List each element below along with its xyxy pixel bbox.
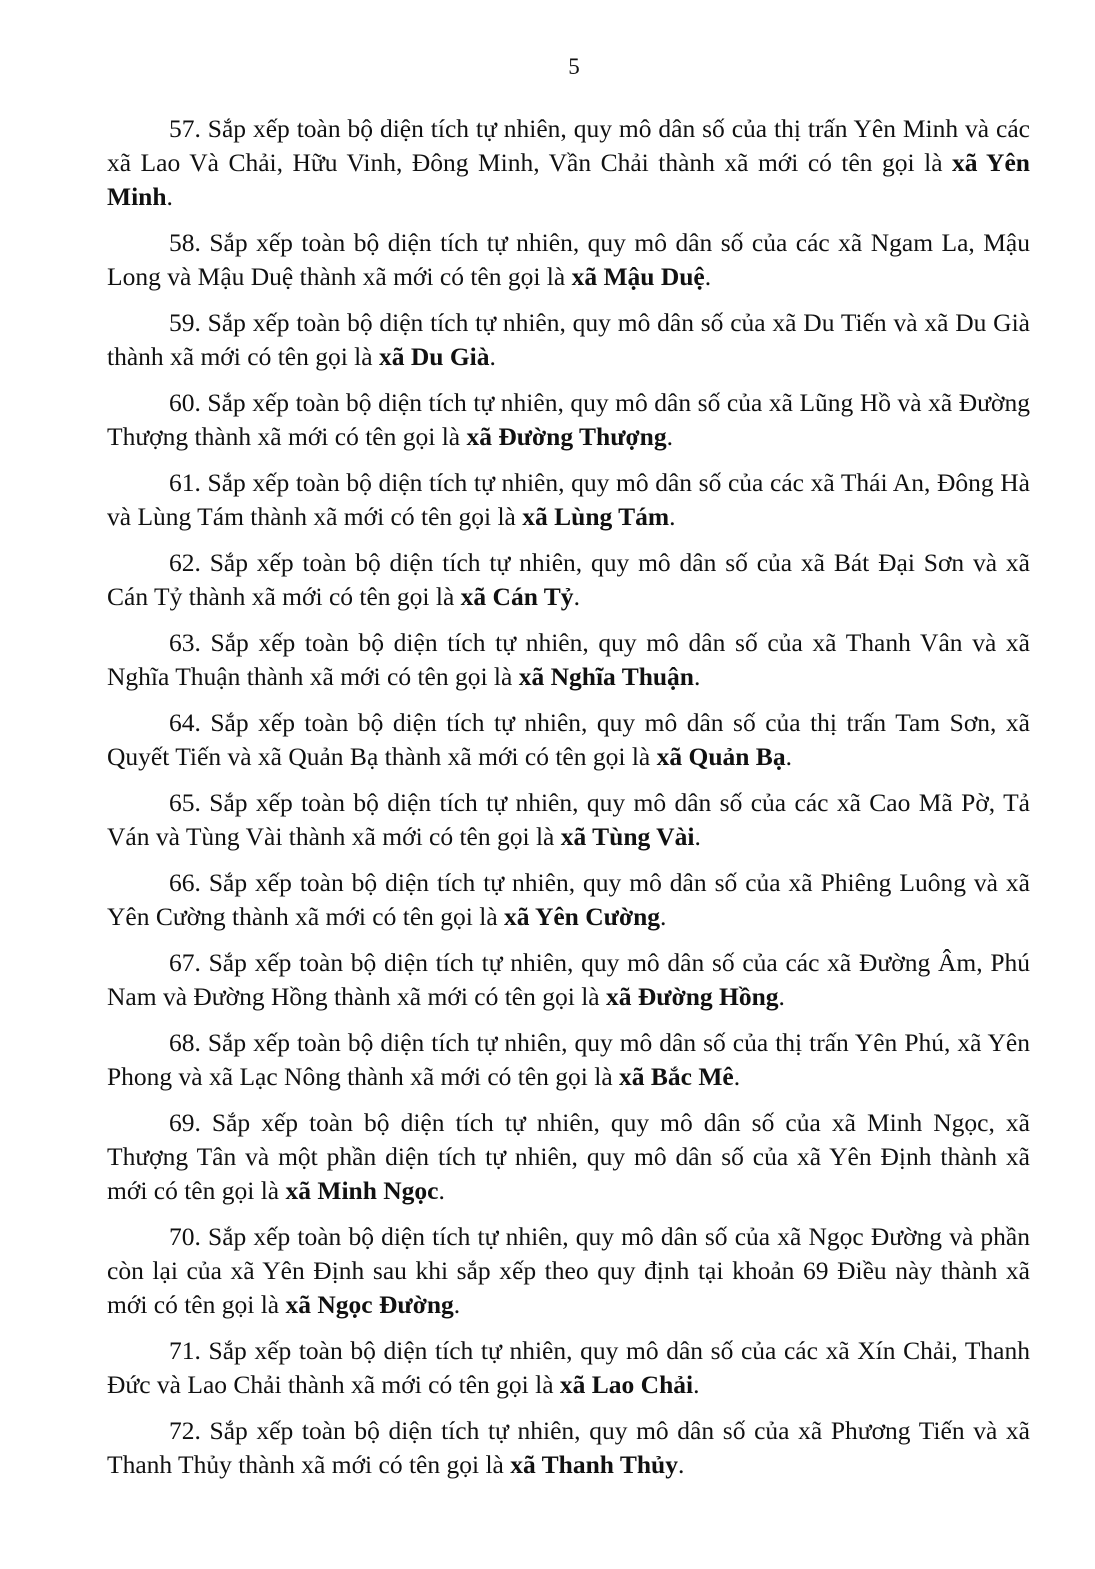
new-commune-name: xã Du Già <box>378 342 490 371</box>
page-number: 5 <box>568 54 580 79</box>
new-commune-name: xã Tùng Vài <box>560 822 695 851</box>
clause-text: 60. Sắp xếp toàn bộ diện tích tự nhiên, quy mô dân số của xã Lũng Hồ và xã Đường Thượng thành xã mới có tên gọi là <box>107 388 1030 451</box>
clause-end: . <box>733 1062 741 1091</box>
clause-58 <box>107 226 1030 294</box>
clause-57 <box>107 112 1030 214</box>
clause-end: . <box>704 262 712 291</box>
clause-end: . <box>453 1290 461 1319</box>
new-commune-name: xã Minh Ngọc <box>285 1176 439 1205</box>
new-commune-name: xã Lùng Tám <box>522 502 670 531</box>
new-commune-name: xã Mậu Duệ <box>571 262 705 291</box>
clause-text: 62. Sắp xếp toàn bộ diện tích tự nhiên, quy mô dân số của xã Bát Đại Sơn và xã Cán Tỷ thành xã mới có tên gọi là <box>107 548 1030 611</box>
clause-71 <box>107 1334 1030 1402</box>
clause-end: . <box>489 342 496 371</box>
clause-end: . <box>660 902 667 931</box>
clause-59 <box>107 306 1030 374</box>
clause-text: 70. Sắp xếp toàn bộ diện tích tự nhiên, quy mô dân số của xã Ngọc Đường và phần còn lại của xã Yên Định sau khi sắp xếp theo quy định tại khoản 69 Điều này thành xã mới có tên gọi là <box>107 1222 1030 1319</box>
clause-end: . <box>694 662 701 691</box>
new-commune-name: xã Quản Bạ <box>656 742 786 771</box>
clause-60 <box>107 386 1030 454</box>
clause-61 <box>107 466 1030 534</box>
clause-70 <box>107 1220 1030 1322</box>
new-commune-name: xã Lao Chải <box>559 1370 694 1399</box>
clause-end: . <box>785 742 792 771</box>
clause-text: 59. Sắp xếp toàn bộ diện tích tự nhiên, quy mô dân số của xã Du Tiến và xã Du Già thành xã mới có tên gọi là <box>107 308 1030 371</box>
new-commune-name: xã Yên Minh <box>107 148 1030 211</box>
clause-66 <box>107 866 1030 934</box>
clause-text: 67. Sắp xếp toàn bộ diện tích tự nhiên, quy mô dân số của các xã Đường Âm, Phú Nam và Đường Hồng thành xã mới có tên gọi là <box>107 948 1030 1011</box>
clause-72 <box>107 1414 1030 1482</box>
new-commune-name: xã Đường Hồng <box>605 982 779 1011</box>
clause-end: . <box>677 1450 685 1479</box>
document-body <box>107 112 1030 1494</box>
clause-62 <box>107 546 1030 614</box>
clause-end: . <box>694 822 701 851</box>
clause-text: 66. Sắp xếp toàn bộ diện tích tự nhiên, quy mô dân số của xã Phiêng Luông và xã Yên Cường thành xã mới có tên gọi là <box>107 868 1030 931</box>
clause-68 <box>107 1026 1030 1094</box>
clause-text: 69. Sắp xếp toàn bộ diện tích tự nhiên, quy mô dân số của xã Minh Ngọc, xã Thượng Tân và một phần diện tích tự nhiên, quy mô dân số của xã Yên Định thành xã mới có tên gọi là <box>107 1108 1030 1205</box>
clause-end: . <box>573 582 580 611</box>
clause-67 <box>107 946 1030 1014</box>
clause-text: 57. Sắp xếp toàn bộ diện tích tự nhiên, quy mô dân số của thị trấn Yên Minh và các xã Lao Và Chải, Hữu Vinh, Đông Minh, Vần Chải thành xã mới có tên gọi là <box>107 114 1030 177</box>
clause-text: 65. Sắp xếp toàn bộ diện tích tự nhiên, quy mô dân số của các xã Cao Mã Pờ, Tả Ván và Tùng Vài thành xã mới có tên gọi là <box>107 788 1030 851</box>
clause-text: 63. Sắp xếp toàn bộ diện tích tự nhiên, quy mô dân số của xã Thanh Vân và xã Nghĩa Thuận thành xã mới có tên gọi là <box>107 628 1030 691</box>
new-commune-name: xã Yên Cường <box>504 902 661 931</box>
new-commune-name: xã Thanh Thủy <box>510 1450 678 1479</box>
clause-63 <box>107 626 1030 694</box>
new-commune-name: xã Cán Tỷ <box>460 582 574 611</box>
new-commune-name: xã Bắc Mê <box>619 1062 734 1091</box>
clause-end: . <box>693 1370 700 1399</box>
clause-end: . <box>669 502 676 531</box>
new-commune-name: xã Nghĩa Thuận <box>518 662 694 691</box>
clause-text: 68. Sắp xếp toàn bộ diện tích tự nhiên, quy mô dân số của thị trấn Yên Phú, xã Yên Phong và xã Lạc Nông thành xã mới có tên gọi là <box>107 1028 1030 1091</box>
clause-64 <box>107 706 1030 774</box>
clause-text: 64. Sắp xếp toàn bộ diện tích tự nhiên, quy mô dân số của thị trấn Tam Sơn, xã Quyết Tiến và xã Quản Bạ thành xã mới có tên gọi là <box>107 708 1030 771</box>
clause-69 <box>107 1106 1030 1208</box>
clause-text: 71. Sắp xếp toàn bộ diện tích tự nhiên, quy mô dân số của các xã Xín Chải, Thanh Đức và Lao Chải thành xã mới có tên gọi là <box>107 1336 1030 1399</box>
clause-end: . <box>166 182 173 211</box>
clause-65 <box>107 786 1030 854</box>
clause-end: . <box>666 422 673 451</box>
clause-text: 72. Sắp xếp toàn bộ diện tích tự nhiên, quy mô dân số của xã Phương Tiến và xã Thanh Thủy thành xã mới có tên gọi là <box>107 1416 1030 1479</box>
clause-text: 58. Sắp xếp toàn bộ diện tích tự nhiên, quy mô dân số của các xã Ngam La, Mậu Long và Mậu Duệ thành xã mới có tên gọi là <box>107 228 1030 291</box>
clause-end: . <box>778 982 785 1011</box>
new-commune-name: xã Đường Thượng <box>466 422 667 451</box>
clause-text: 61. Sắp xếp toàn bộ diện tích tự nhiên, quy mô dân số của các xã Thái An, Đông Hà và Lùng Tám thành xã mới có tên gọi là <box>107 468 1030 531</box>
clause-end: . <box>438 1176 445 1205</box>
new-commune-name: xã Ngọc Đường <box>285 1290 454 1319</box>
